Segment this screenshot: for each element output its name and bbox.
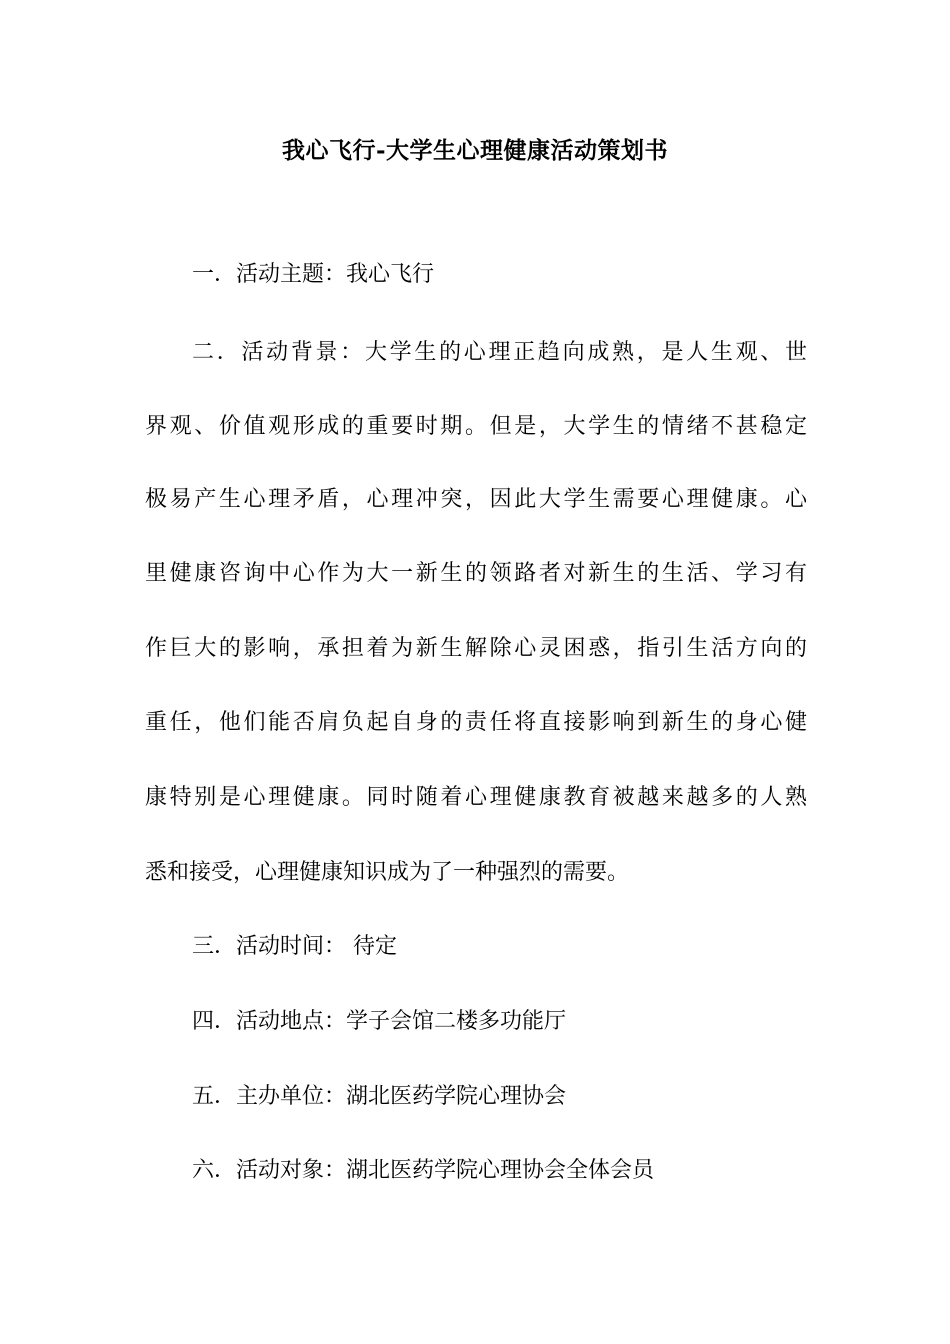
section-activity-time: 三．活动时间： 待定 [192, 934, 397, 959]
background-line: 悉和接受，心理健康知识成为了一种强烈的需要。 [145, 860, 630, 885]
background-line: 极易产生心理矛盾，心理冲突，因此大学生需要心理健康。心 [145, 487, 807, 512]
section-activity-location: 四．活动地点：学子会馆二楼多功能厅 [192, 1009, 567, 1034]
document-title: 我心飞行-大学生心理健康活动策划书 [281, 137, 669, 164]
background-line: 界观、价值观形成的重要时期。但是，大学生的情绪不甚稳定 [145, 414, 807, 439]
background-line: 康特别是心理健康。同时随着心理健康教育被越来越多的人熟 [145, 785, 807, 810]
background-line: 作巨大的影响，承担着为新生解除心灵困惑，指引生活方向的 [145, 636, 807, 661]
section-organizer: 五．主办单位：湖北医药学院心理协会 [192, 1084, 567, 1109]
background-line: 重任，他们能否肩负起自身的责任将直接影响到新生的身心健 [145, 710, 807, 735]
section-target-audience: 六．活动对象：湖北医药学院心理协会全体会员 [192, 1158, 655, 1183]
background-line: 二．活动背景：大学生的心理正趋向成熟，是人生观、世 [192, 340, 807, 365]
section-activity-theme: 一．活动主题：我心飞行 [192, 262, 435, 287]
background-line: 里健康咨询中心作为大一新生的领路者对新生的生活、学习有 [145, 561, 807, 586]
